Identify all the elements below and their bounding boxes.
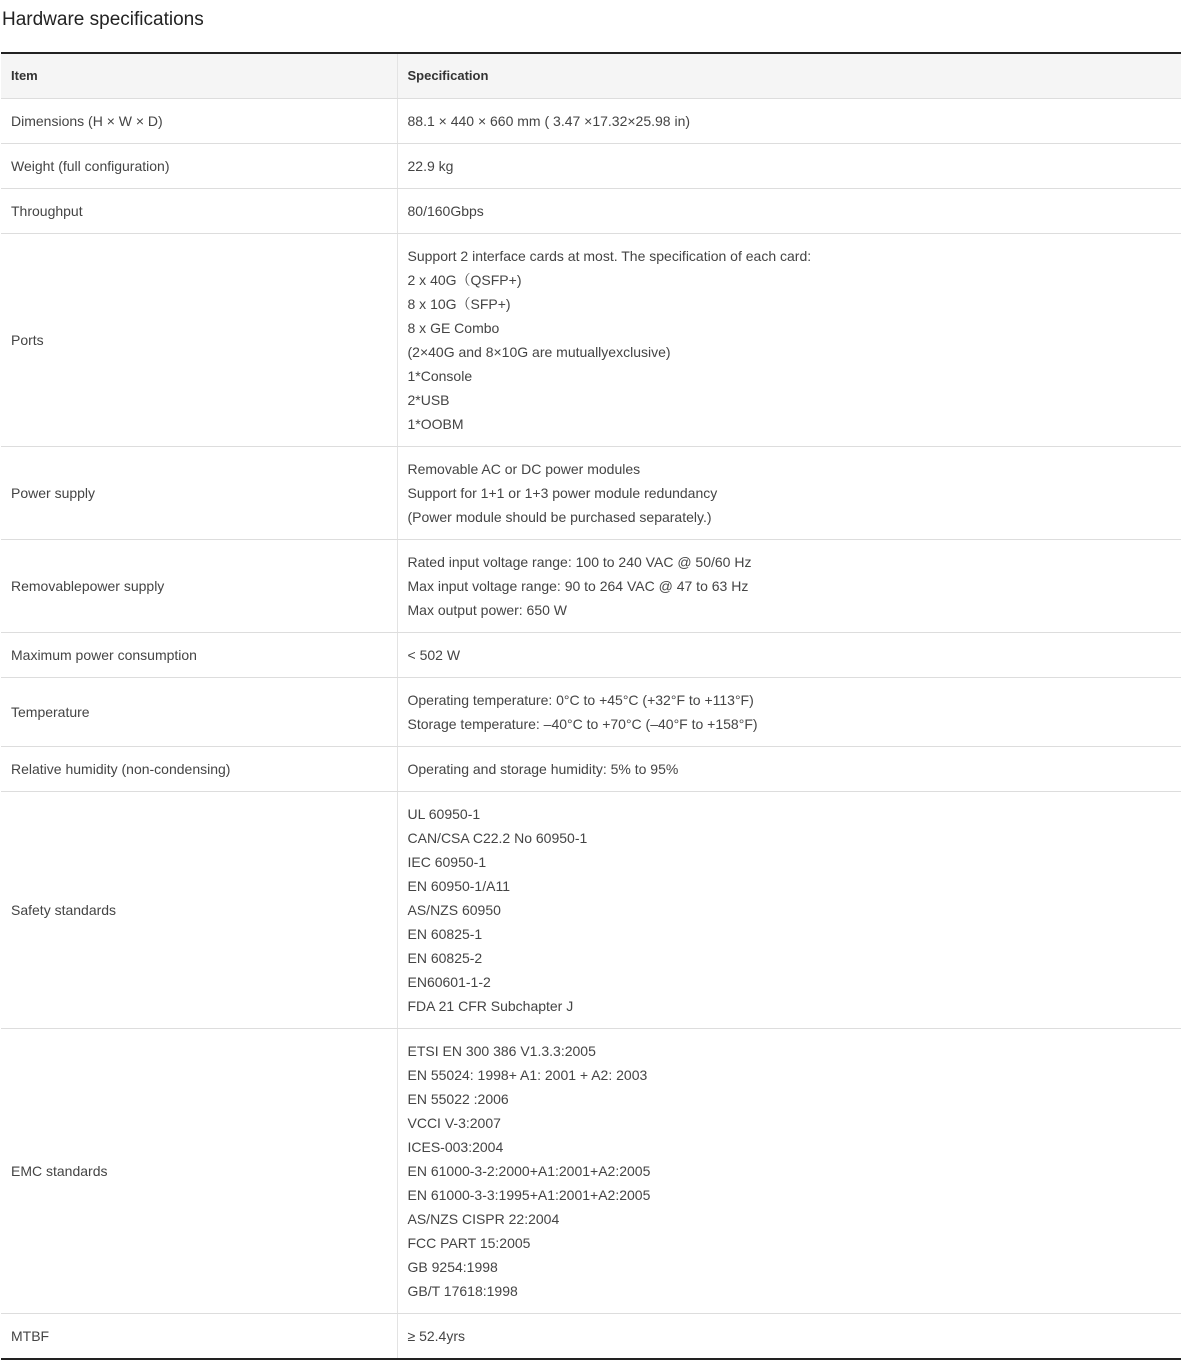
spec-value-line: Max input voltage range: 90 to 264 VAC @ 47 to 63 Hz — [407, 578, 749, 594]
spec-value-line: ICES-003:2004 — [407, 1139, 504, 1155]
table-row — [1, 1314, 1181, 1360]
spec-value-line: ETSI EN 300 386 V1.3.3:2005 — [407, 1043, 596, 1059]
spec-value-cell — [397, 234, 1181, 447]
spec-value-line: (Power module should be purchased separately.) — [407, 509, 712, 525]
spec-value-line: Support for 1+1 or 1+3 power module redundancy — [407, 485, 718, 501]
spec-value-line: (2×40G and 8×10G are mutuallyexclusive) — [407, 344, 671, 360]
spec-value-line: EN 60950-1/A11 — [407, 878, 510, 894]
table-row — [1, 234, 1181, 447]
spec-value-line: 8 x 10G（SFP+) — [407, 296, 511, 312]
spec-value-line: Storage temperature: –40°C to +70°C (–40°F to +158°F) — [407, 716, 758, 732]
spec-value-line: IEC 60950-1 — [407, 854, 487, 870]
spec-value-line: Removable AC or DC power modules — [407, 461, 641, 477]
spec-value-cell — [397, 189, 1181, 234]
table-row — [1, 678, 1181, 747]
spec-value-line: AS/NZS 60950 — [407, 902, 501, 918]
spec-value-line: GB/T 17618:1998 — [407, 1283, 518, 1299]
table-row — [1, 189, 1181, 234]
spec-item-name: Temperature — [1, 678, 397, 747]
spec-item-name: Weight (full configuration) — [1, 144, 397, 189]
spec-value-line: FDA 21 CFR Subchapter J — [407, 998, 574, 1014]
spec-item-name: Ports — [1, 234, 397, 447]
spec-value-cell — [397, 99, 1181, 144]
spec-value-cell — [397, 747, 1181, 792]
table-row — [1, 792, 1181, 1029]
page-title: Hardware specifications — [2, 9, 204, 30]
spec-item-name: Maximum power consumption — [1, 633, 397, 678]
table-row — [1, 1029, 1181, 1314]
table-row — [1, 540, 1181, 633]
spec-value-line: CAN/CSA C22.2 No 60950-1 — [407, 830, 588, 846]
spec-item-name: Removablepower supply — [1, 540, 397, 633]
spec-value-cell — [397, 633, 1181, 678]
column-header-specification: Specification — [397, 53, 1181, 99]
spec-value-line: EN 60825-2 — [407, 950, 483, 966]
spec-value-line: 2 x 40G（QSFP+) — [407, 272, 522, 288]
table-row — [1, 747, 1181, 792]
table-row — [1, 144, 1181, 189]
spec-value-line: Operating and storage humidity: 5% to 95% — [407, 761, 679, 777]
spec-value-line: Rated input voltage range: 100 to 240 VAC @ 50/60 Hz — [407, 554, 752, 570]
spec-value-cell — [397, 144, 1181, 189]
spec-item-name: MTBF — [11, 1328, 50, 1344]
table-row — [1, 633, 1181, 678]
spec-value-line: EN60601-1-2 — [407, 974, 491, 990]
spec-value-line: 80/160Gbps — [407, 203, 484, 219]
spec-value-cell — [397, 678, 1181, 747]
table-header-row — [1, 53, 1181, 99]
spec-item-name: Dimensions (H × W × D) — [1, 99, 397, 144]
spec-value-line: 1*Console — [407, 368, 473, 384]
spec-value-line: Support 2 interface cards at most. The specification of each card: — [407, 248, 812, 264]
spec-value-line: < 502 W — [407, 647, 461, 663]
spec-item-name: Throughput — [1, 189, 397, 234]
spec-value-cell — [397, 1314, 1181, 1360]
table-row — [1, 99, 1181, 144]
spec-value-line: 22.9 kg — [407, 158, 454, 174]
spec-value-line: EN 61000-3-3:1995+A1:2001+A2:2005 — [407, 1187, 651, 1203]
spec-value-line: Operating temperature: 0°C to +45°C (+32°F to +113°F) — [407, 692, 754, 708]
table-body — [1, 99, 1181, 1360]
spec-value-cell — [397, 540, 1181, 633]
spec-value-line: AS/NZS CISPR 22:2004 — [407, 1211, 560, 1227]
spec-table — [1, 52, 1181, 1360]
spec-value-line: EN 55024: 1998+ A1: 2001 + A2: 2003 — [407, 1067, 648, 1083]
spec-item-name: Safety standards — [1, 792, 397, 1029]
spec-value-line: 2*USB — [407, 392, 450, 408]
column-header-item: Item — [1, 53, 397, 99]
spec-value-line: 1*OOBM — [407, 416, 464, 432]
spec-value-line: EN 61000-3-2:2000+A1:2001+A2:2005 — [407, 1163, 651, 1179]
spec-value-cell — [397, 1029, 1181, 1314]
spec-value-line: 8 x GE Combo — [407, 320, 500, 336]
spec-value-line: EN 60825-1 — [407, 926, 483, 942]
spec-item-name: EMC standards — [1, 1029, 397, 1314]
spec-value-cell — [397, 792, 1181, 1029]
spec-value-cell — [397, 447, 1181, 540]
spec-value-line: EN 55022 :2006 — [407, 1091, 509, 1107]
spec-value-line: VCCI V-3:2007 — [407, 1115, 501, 1131]
spec-value-line: ≥ 52.4yrs — [407, 1328, 465, 1344]
spec-value-line: GB 9254:1998 — [407, 1259, 498, 1275]
spec-value-line: UL 60950-1 — [407, 806, 481, 822]
spec-item-name: Relative humidity (non-condensing) — [1, 747, 397, 792]
spec-item-name: Power supply — [1, 447, 397, 540]
spec-value-line: Max output power: 650 W — [407, 602, 568, 618]
spec-value-line: 88.1 × 440 × 660 mm ( 3.47 ×17.32×25.98 in) — [407, 113, 691, 129]
table-row — [1, 447, 1181, 540]
spec-value-line: FCC PART 15:2005 — [407, 1235, 531, 1251]
